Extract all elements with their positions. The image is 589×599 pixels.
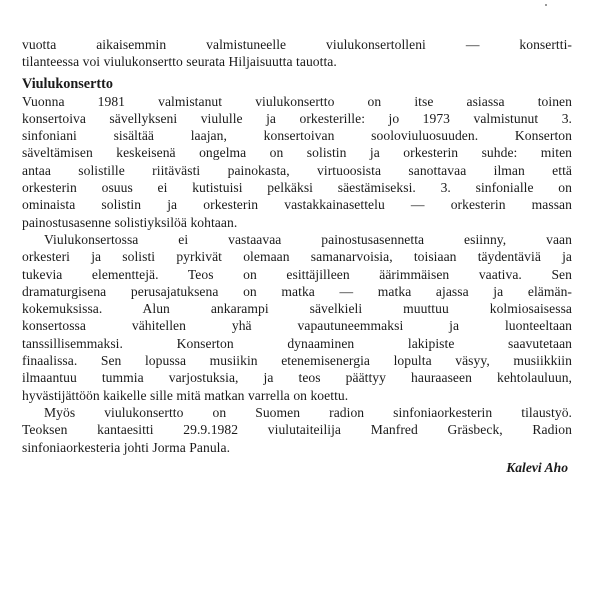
text-line: orkesterin osuus ei kutistuisi pelkäksi säestämiseksi. 3. sinfonialle on	[22, 180, 572, 196]
text-line: vuotta aikaisemmin valmistuneelle viulukonsertolleni — konsertti-	[22, 37, 572, 52]
text-line: kokemuksissa. Alun ankarampi sävelkieli muuttuu kolmiosaisessa	[22, 301, 572, 317]
text-line: tilanteessa voi viulukonsertto seurata Hiljaisuutta tauotta.	[22, 54, 337, 70]
text-line: tukevia elementtejä. Teos on esittäjilleen äärimmäisen vaativa. Sen	[22, 266, 572, 282]
text-line: konsertossa vähitellen yhä vapautuneemmaksi ja luonteeltaan	[22, 318, 572, 334]
text-line: Myös viulukonsertto on Suomen radion sinfoniaorkesterin tilaustyö.	[44, 404, 572, 420]
text-line: painostusasenne solistiyksilöä kohtaan.	[22, 214, 238, 230]
paragraph-2	[22, 231, 572, 404]
text-line: sinfoniani sisältää laajan, konsertoivan sooloviuluosuuden. Konserton	[22, 128, 572, 144]
text-line: ominaista solistin ja orkesterin vastakkainasettelu — orkesterin massan	[22, 197, 572, 213]
text-line: säveltämisen keskeisenä ongelma on solistin ja orkesterin suhde: miten	[22, 145, 572, 161]
author-signature: Kalevi Aho	[506, 459, 568, 475]
text-line: finaalissa. Sen lopussa musiikin etenemisenergia lopulta väsyy, musiikkiin	[22, 353, 572, 369]
text-line: ilmaantuu tummia varjostuksia, ja teos päättyy hauraaseen kehtolauluun,	[22, 370, 572, 386]
text-line: dramaturgisena perusajatuksena on matka — matka ajassa ja elämän-	[22, 283, 572, 299]
text-line: antaa solistille riitävästi painokasta, virtuoosista sanottavaa ilman että	[22, 162, 572, 178]
intro-paragraph	[22, 36, 572, 71]
text-line: Vuonna 1981 valmistanut viulukonsertto on itse asiassa toinen	[22, 93, 572, 109]
text-line: Viulukonsertossa ei vastaavaa painostusasennetta esiinny, vaan	[44, 231, 572, 247]
paragraph-1	[22, 93, 572, 231]
text-line: konsertoiva sävellykseni viululle ja orkesterille: jo 1973 valmistunut 3.	[22, 110, 572, 126]
section-heading: Viulukonsertto	[22, 75, 113, 92]
text-line: sinfoniaorkesteria johti Jorma Panula.	[22, 439, 231, 455]
paragraph-3	[22, 404, 572, 456]
text-line: Teoksen kantaesitti 29.9.1982 viulutaiteilija Manfred Gräsbeck, Radion	[22, 422, 572, 438]
text-line: orkesteri ja solisti pyrkivät olemaan samanarvoisia, toisiaan täydentäviä ja	[22, 249, 572, 265]
text-line: tanssillisemmaksi. Konserton dynaaminen lakipiste saavutetaan	[22, 335, 572, 351]
scan-speck	[545, 4, 547, 6]
text-line: hyvästijättöön kaikelle sille mitä matkan varrella on koettu.	[22, 387, 349, 403]
